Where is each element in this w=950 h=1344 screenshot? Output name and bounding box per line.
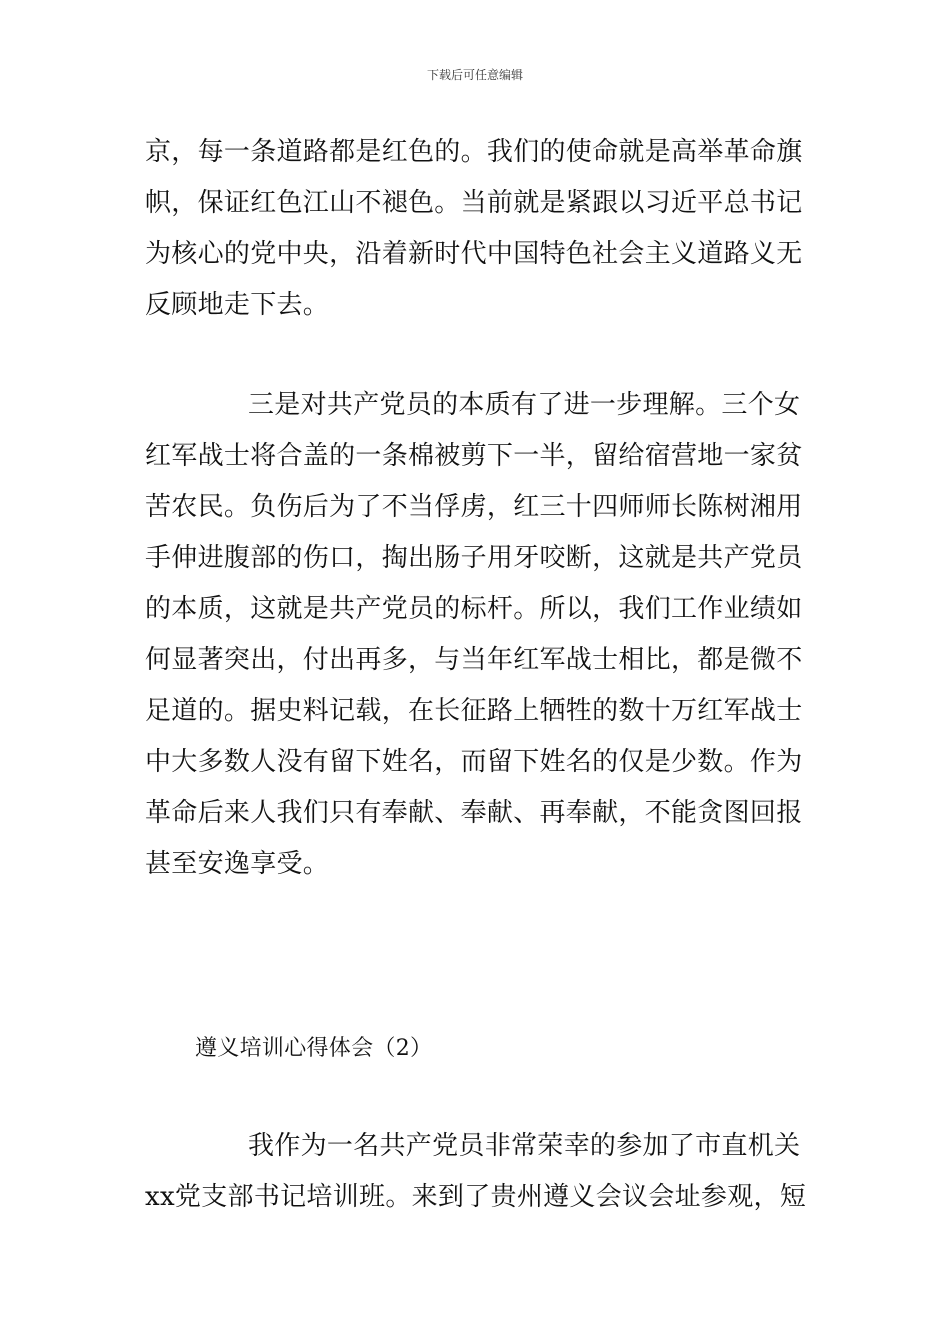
text-line: 为核心的党中央，沿着新时代中国特色社会主义道路义无 [145,239,803,269]
text-line: 中大多数人没有留下姓名，而留下姓名的仅是少数。作为 [145,747,803,777]
text-line: 京，每一条道路都是红色的。我们的使命就是高举革命旗 [145,137,803,167]
text-line: 甚至安逸享受。 [145,849,330,879]
page-header: 下载后可任意编辑 [426,68,523,82]
section-title: 遵义培训心得体会（2） [195,1036,433,1061]
text-line: 革命后来人我们只有奉献、奉献、再奉献，不能贪图回报 [145,798,803,828]
text-line: 手伸进腹部的伤口，掏出肠子用牙咬断，这就是共产党员 [145,543,803,573]
text-line: 苦农民。负伤后为了不当俘虏，红三十四师师长陈树湘用 [145,492,803,522]
text-line: 何显著突出，付出再多，与当年红军战士相比，都是微不 [145,645,803,675]
text-line: 红军战士将合盖的一条棉被剪下一半，留给宿营地一家贫 [145,441,803,471]
text-line: 足道的。据史料记载，在长征路上牺牲的数十万红军战士 [145,696,803,726]
text-line: 的本质，这就是共产党员的标杆。所以，我们工作业绩如 [145,594,803,624]
text-line: 我作为一名共产党员非常荣幸的参加了市直机关 [248,1131,801,1161]
text-line: 反顾地走下去。 [145,290,330,320]
text-line: xx党支部书记培训班。来到了贵州遵义会议会址参观，短 [145,1182,807,1212]
text-line: 帜，保证红色江山不褪色。当前就是紧跟以习近平总书记 [145,188,803,218]
text-line: 三是对共产党员的本质有了进一步理解。三个女 [248,390,801,420]
